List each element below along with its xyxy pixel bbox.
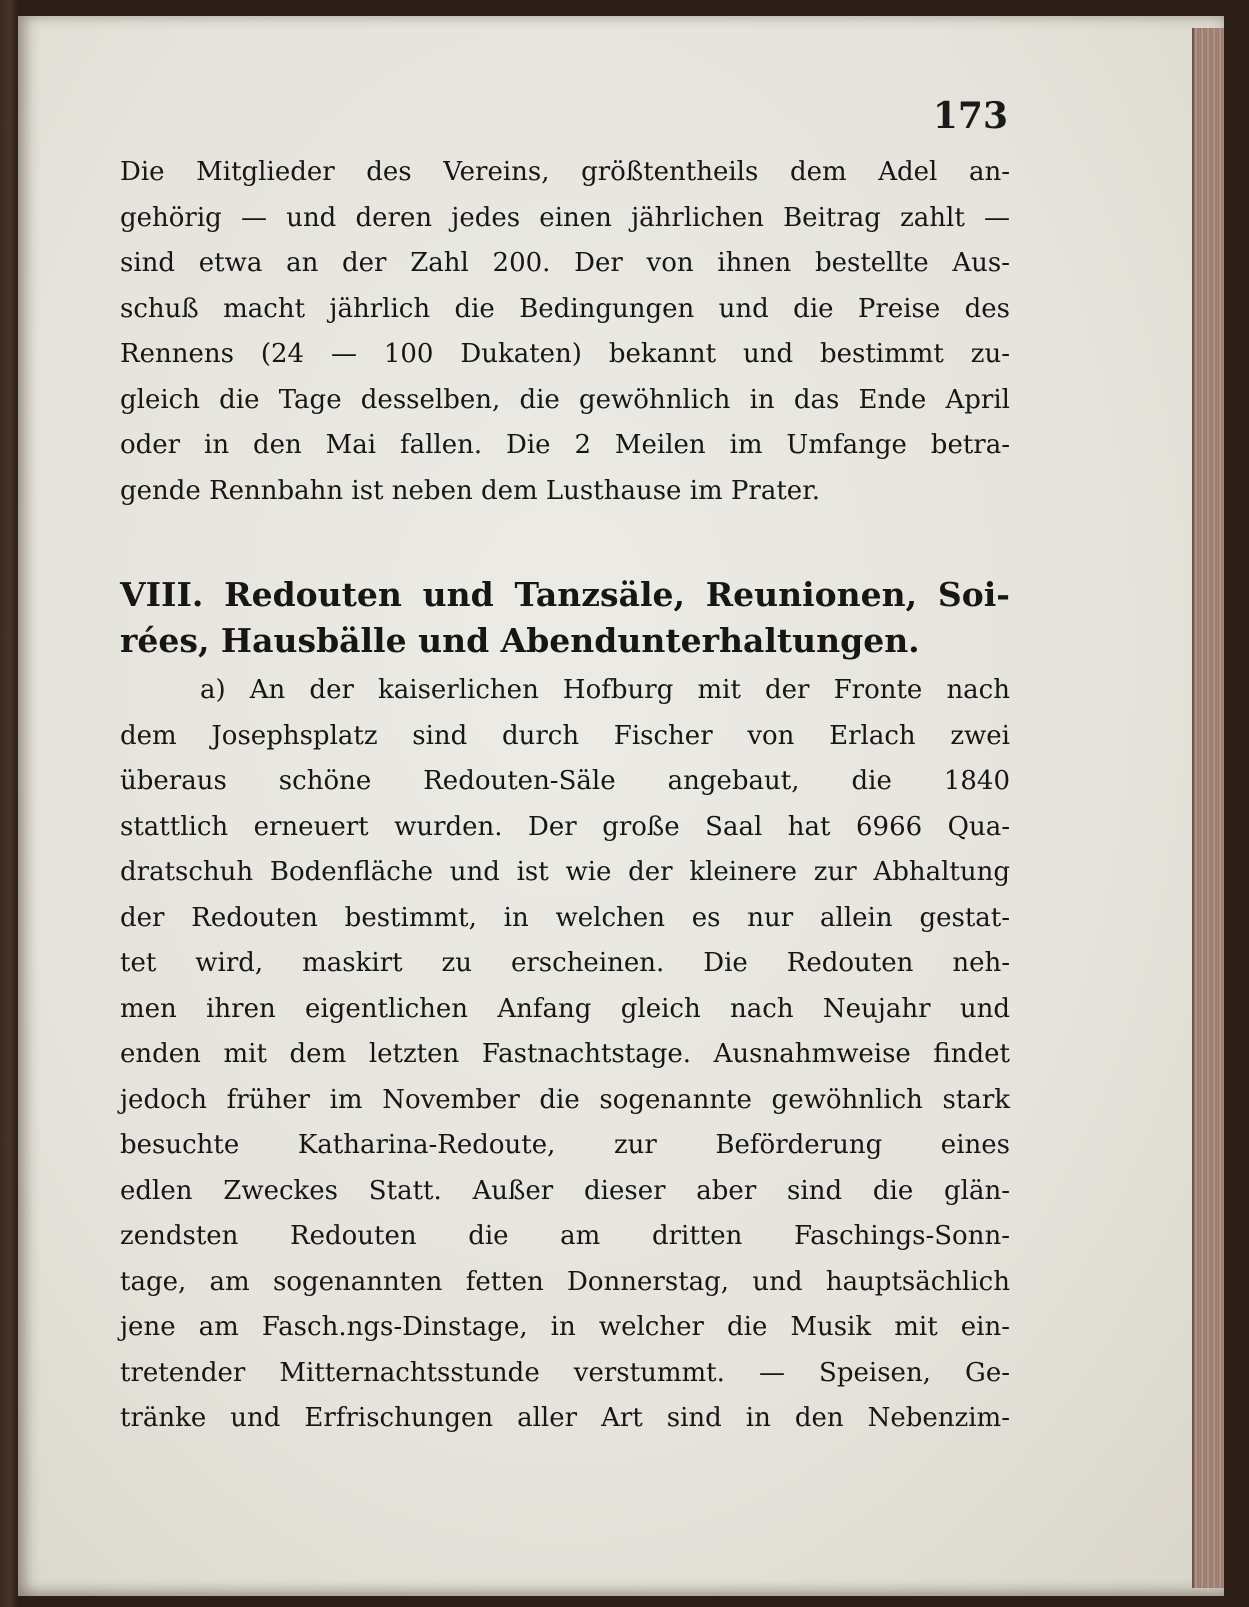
section-heading: rées, Hausbälle und Abendunterhaltungen. [120,621,920,660]
text-line: dem Josephsplatz sind durch Fischer von Erlach zwei [120,720,1010,751]
text-line: oder in den Mai fallen. Die 2 Meilen im Umfange betra- [120,430,1010,460]
page-number: 173 [932,95,1008,137]
text-line: der Redouten bestimmt, in welchen es nur allein gestat- [120,902,1010,933]
text-line: Rennens (24 — 100 Dukaten) bekannt und bestimmt zu- [120,339,1010,369]
text-line: überaus schöne Redouten-Säle angebaut, die 1840 [120,766,1010,796]
text-line: jene am Fasch.ngs-Dinstage, in welcher die Musik mit ein- [120,1312,1010,1342]
text-line: enden mit dem letzten Fastnachtstage. Ausnahmweise findet [120,1039,1010,1069]
text-line: besuchte Katharina-Redoute, zur Beförderung eines [120,1130,1010,1160]
text-line: dratschuh Bodenfläche und ist wie der kleinere zur Abhaltung [120,857,1010,887]
text-line: tretender Mitternachtsstunde verstummt. — Speisen, Ge- [120,1357,1010,1388]
section-heading: VIII. Redouten und Tanzsäle, Reunionen, Soi- [120,575,1010,614]
text-line: gehörig — und deren jedes einen jährlichen Beitrag zahlt — [120,202,1010,233]
text-line: edlen Zweckes Statt. Außer dieser aber sind die glän- [120,1175,1010,1206]
text-line: gende Rennbahn ist neben dem Lusthause im Prater. [120,475,821,506]
text-line: jedoch früher im November die sogenannte gewöhnlich stark [120,1084,1010,1115]
text-line: schuß macht jährlich die Bedingungen und die Preise des [120,293,1010,324]
text-line: Die Mitglieder des Vereins, größtentheils dem Adel an- [120,157,1010,187]
text-line: a) An der kaiserlichen Hofburg mit der Fronte nach [200,675,1010,705]
text-line: tage, am sogenannten fetten Donnerstag, und hauptsächlich [120,1266,1010,1297]
text-line: gleich die Tage desselben, die gewöhnlich in das Ende April [120,384,1010,415]
text-line: zendsten Redouten die am dritten Faschings-Sonn- [120,1221,1010,1251]
page-edge [1192,28,1224,1588]
text-line: men ihren eigentlichen Anfang gleich nach Neujahr und [120,993,1010,1024]
text-line: stattlich erneuert wurden. Der große Saal hat 6966 Qua- [120,811,1010,842]
text-line: sind etwa an der Zahl 200. Der von ihnen bestellte Aus- [120,248,1010,278]
text-line: tränke und Erfrischungen aller Art sind in den Nebenzim- [120,1403,1010,1433]
page-text [120,150,1010,1442]
text-line: tet wird, maskirt zu erscheinen. Die Redouten neh- [120,948,1010,978]
